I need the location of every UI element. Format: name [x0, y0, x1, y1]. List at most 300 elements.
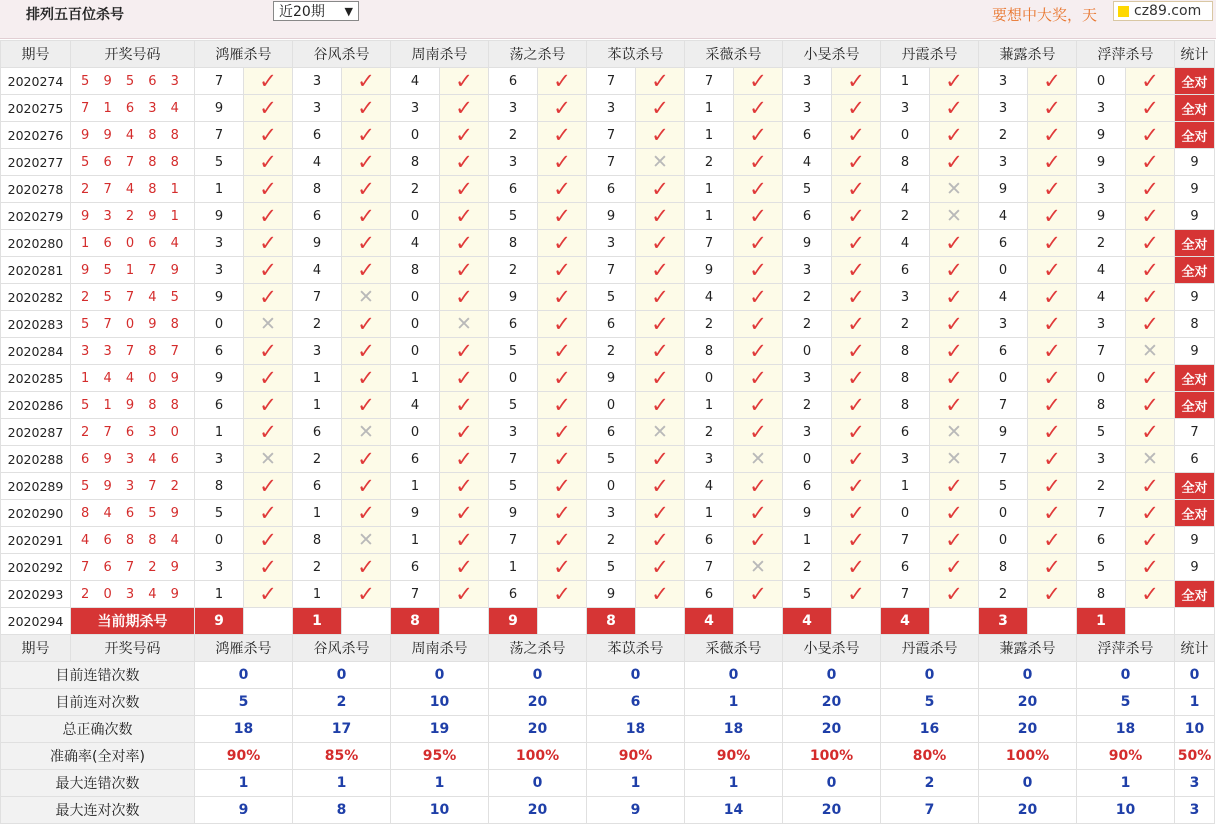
current-stat-blank	[1175, 608, 1215, 635]
summary-value: 1	[195, 770, 293, 797]
cross-icon: ✕	[244, 446, 293, 473]
check-icon: ✓	[538, 473, 587, 500]
kill-number: 4	[979, 203, 1028, 230]
summary-stat: 1	[1175, 689, 1215, 716]
kill-number: 3	[979, 95, 1028, 122]
summary-stat: 3	[1175, 797, 1215, 824]
summary-row	[1, 716, 1215, 743]
kill-number: 1	[881, 68, 930, 95]
table-row	[1, 554, 1215, 581]
summary-value: 18	[685, 716, 783, 743]
kill-number: 1	[783, 527, 832, 554]
kill-number: 5	[489, 203, 538, 230]
draw-numbers: 8 4 6 5 9	[71, 500, 195, 527]
check-icon: ✓	[1126, 365, 1175, 392]
check-icon: ✓	[244, 392, 293, 419]
kill-number: 1	[881, 473, 930, 500]
check-icon: ✓	[832, 365, 881, 392]
check-icon: ✓	[1126, 284, 1175, 311]
kill-number: 0	[979, 365, 1028, 392]
summary-label: 总正确次数	[1, 716, 195, 743]
current-kill-number: 8	[587, 608, 636, 635]
kill-number: 3	[685, 446, 734, 473]
check-icon: ✓	[832, 500, 881, 527]
kill-number: 7	[489, 446, 538, 473]
check-icon: ✓	[734, 284, 783, 311]
summary-value: 90%	[587, 743, 685, 770]
summary-value: 95%	[391, 743, 489, 770]
summary-value: 80%	[881, 743, 979, 770]
kill-number: 9	[1077, 122, 1126, 149]
check-icon: ✓	[244, 149, 293, 176]
draw-numbers: 2 7 6 3 0	[71, 419, 195, 446]
check-icon: ✓	[244, 284, 293, 311]
check-icon: ✓	[734, 122, 783, 149]
check-icon: ✓	[1028, 581, 1077, 608]
current-kill-blank	[244, 608, 293, 635]
summary-value: 6	[587, 689, 685, 716]
summary-value: 9	[195, 797, 293, 824]
check-icon: ✓	[1028, 311, 1077, 338]
kill-number: 2	[783, 284, 832, 311]
check-icon: ✓	[636, 338, 685, 365]
kill-number: 7	[587, 68, 636, 95]
draw-numbers: 5 7 0 9 8	[71, 311, 195, 338]
check-icon: ✓	[538, 419, 587, 446]
check-icon: ✓	[734, 149, 783, 176]
kill-number: 7	[685, 554, 734, 581]
summary-label: 目前连对次数	[1, 689, 195, 716]
check-icon: ✓	[440, 500, 489, 527]
summary-value: 1	[391, 770, 489, 797]
kill-number: 1	[685, 176, 734, 203]
check-icon: ✓	[636, 473, 685, 500]
check-icon: ✓	[440, 392, 489, 419]
kill-number: 0	[1077, 68, 1126, 95]
kill-number: 7	[685, 230, 734, 257]
kill-number: 3	[489, 419, 538, 446]
header-issue: 期号	[1, 41, 71, 68]
check-icon: ✓	[734, 257, 783, 284]
check-icon: ✓	[538, 257, 587, 284]
table-row	[1, 149, 1215, 176]
kill-number: 6	[881, 554, 930, 581]
draw-numbers: 6 9 3 4 6	[71, 446, 195, 473]
check-icon: ✓	[832, 392, 881, 419]
kill-number: 1	[293, 365, 342, 392]
header-expert: 谷风杀号	[293, 41, 391, 68]
kill-number: 1	[391, 365, 440, 392]
check-icon: ✓	[930, 311, 979, 338]
check-icon: ✓	[1028, 68, 1077, 95]
table-row	[1, 419, 1215, 446]
check-icon: ✓	[832, 554, 881, 581]
kill-number: 5	[489, 473, 538, 500]
summary-value: 0	[391, 662, 489, 689]
kill-number: 2	[489, 257, 538, 284]
issue-number: 2020290	[1, 500, 71, 527]
kill-number: 2	[587, 527, 636, 554]
summary-value: 0	[881, 662, 979, 689]
issue-number: 2020280	[1, 230, 71, 257]
current-issue: 2020294	[1, 608, 71, 635]
check-icon: ✓	[930, 500, 979, 527]
logo-square-icon	[1118, 6, 1129, 17]
table-row	[1, 527, 1215, 554]
current-kill-blank	[1028, 608, 1077, 635]
stat-value: 9	[1175, 338, 1215, 365]
table-row	[1, 257, 1215, 284]
check-icon: ✓	[440, 122, 489, 149]
stat-value: 9	[1175, 554, 1215, 581]
stat-value: 6	[1175, 446, 1215, 473]
kill-number: 4	[685, 473, 734, 500]
kill-number: 3	[979, 149, 1028, 176]
current-kill-number: 9	[489, 608, 538, 635]
summary-value: 8	[293, 797, 391, 824]
draw-numbers: 9 3 2 9 1	[71, 203, 195, 230]
check-icon: ✓	[538, 500, 587, 527]
header-expert: 蒹露杀号	[979, 635, 1077, 662]
summary-row	[1, 743, 1215, 770]
check-icon: ✓	[1028, 527, 1077, 554]
kill-number: 1	[685, 122, 734, 149]
check-icon: ✓	[734, 392, 783, 419]
summary-value: 0	[489, 770, 587, 797]
cross-icon: ✕	[440, 311, 489, 338]
check-icon: ✓	[1028, 446, 1077, 473]
table-row	[1, 230, 1215, 257]
summary-row	[1, 797, 1215, 824]
kill-number: 2	[391, 176, 440, 203]
kill-number: 1	[391, 473, 440, 500]
kill-number: 8	[1077, 581, 1126, 608]
check-icon: ✓	[636, 581, 685, 608]
check-icon: ✓	[538, 149, 587, 176]
kill-number: 9	[489, 500, 538, 527]
kill-number: 6	[587, 176, 636, 203]
kill-number: 3	[293, 68, 342, 95]
stat-value: 8	[1175, 311, 1215, 338]
kill-number: 7	[881, 581, 930, 608]
issue-number: 2020286	[1, 392, 71, 419]
table-row	[1, 176, 1215, 203]
check-icon: ✓	[538, 203, 587, 230]
check-icon: ✓	[244, 257, 293, 284]
kill-number: 5	[1077, 419, 1126, 446]
kill-number: 0	[391, 203, 440, 230]
kill-number: 0	[979, 527, 1028, 554]
summary-value: 10	[391, 689, 489, 716]
kill-number: 0	[391, 311, 440, 338]
cross-icon: ✕	[636, 419, 685, 446]
kill-number: 6	[685, 581, 734, 608]
period-select[interactable]	[273, 1, 359, 21]
kill-number: 6	[979, 338, 1028, 365]
kill-number: 9	[587, 365, 636, 392]
check-icon: ✓	[244, 338, 293, 365]
summary-row	[1, 662, 1215, 689]
summary-value: 2	[293, 689, 391, 716]
check-icon: ✓	[734, 419, 783, 446]
header-stat: 统计	[1175, 635, 1215, 662]
check-icon: ✓	[1028, 284, 1077, 311]
table-row	[1, 392, 1215, 419]
header-expert: 采薇杀号	[685, 41, 783, 68]
summary-value: 0	[979, 770, 1077, 797]
kill-number: 2	[685, 419, 734, 446]
table-header	[1, 41, 1215, 68]
header-issue: 期号	[1, 635, 71, 662]
draw-numbers: 7 1 6 3 4	[71, 95, 195, 122]
kill-number: 2	[685, 311, 734, 338]
kill-number: 3	[783, 419, 832, 446]
summary-value: 0	[783, 770, 881, 797]
issue-number: 2020283	[1, 311, 71, 338]
check-icon: ✓	[832, 68, 881, 95]
kill-number: 6	[881, 257, 930, 284]
kill-number: 6	[979, 230, 1028, 257]
check-icon: ✓	[342, 122, 391, 149]
summary-value: 0	[195, 662, 293, 689]
check-icon: ✓	[538, 122, 587, 149]
check-icon: ✓	[342, 68, 391, 95]
table-row	[1, 473, 1215, 500]
kill-number: 9	[979, 176, 1028, 203]
kill-number: 0	[391, 338, 440, 365]
issue-number: 2020291	[1, 527, 71, 554]
check-icon: ✓	[930, 122, 979, 149]
kill-number: 1	[195, 419, 244, 446]
kill-number: 6	[587, 311, 636, 338]
kill-number: 4	[881, 176, 930, 203]
check-icon: ✓	[734, 581, 783, 608]
current-kill-number: 8	[391, 608, 440, 635]
kill-number-table	[0, 40, 1215, 824]
check-icon: ✓	[636, 365, 685, 392]
issue-number: 2020274	[1, 68, 71, 95]
summary-value: 0	[587, 662, 685, 689]
draw-numbers: 2 0 3 4 9	[71, 581, 195, 608]
kill-number: 2	[881, 203, 930, 230]
check-icon: ✓	[342, 365, 391, 392]
check-icon: ✓	[244, 419, 293, 446]
check-icon: ✓	[832, 149, 881, 176]
chevron-down-icon: ▼	[344, 5, 353, 18]
issue-number: 2020287	[1, 419, 71, 446]
check-icon: ✓	[930, 527, 979, 554]
kill-number: 2	[1077, 230, 1126, 257]
kill-number: 6	[783, 473, 832, 500]
issue-number: 2020292	[1, 554, 71, 581]
kill-number: 6	[195, 392, 244, 419]
check-icon: ✓	[244, 527, 293, 554]
summary-value: 2	[881, 770, 979, 797]
kill-number: 2	[685, 149, 734, 176]
kill-number: 2	[979, 581, 1028, 608]
check-icon: ✓	[440, 365, 489, 392]
kill-number: 6	[783, 203, 832, 230]
kill-number: 4	[783, 149, 832, 176]
stat-value: 7	[1175, 419, 1215, 446]
table-row	[1, 581, 1215, 608]
issue-number: 2020275	[1, 95, 71, 122]
draw-numbers: 5 6 7 8 8	[71, 149, 195, 176]
kill-number: 8	[881, 149, 930, 176]
check-icon: ✓	[342, 473, 391, 500]
summary-header	[1, 635, 1215, 662]
check-icon: ✓	[1028, 365, 1077, 392]
current-kill-blank	[1126, 608, 1175, 635]
kill-number: 6	[489, 176, 538, 203]
check-icon: ✓	[1028, 230, 1077, 257]
header-expert: 苯苡杀号	[587, 41, 685, 68]
summary-value: 14	[685, 797, 783, 824]
check-icon: ✓	[244, 500, 293, 527]
kill-number: 3	[195, 446, 244, 473]
check-icon: ✓	[342, 203, 391, 230]
kill-number: 6	[685, 527, 734, 554]
draw-numbers: 1 6 0 6 4	[71, 230, 195, 257]
stat-value: 全对	[1175, 122, 1215, 149]
kill-number: 8	[881, 365, 930, 392]
check-icon: ✓	[342, 311, 391, 338]
cross-icon: ✕	[1126, 338, 1175, 365]
check-icon: ✓	[832, 122, 881, 149]
kill-number: 3	[195, 230, 244, 257]
kill-number: 0	[587, 392, 636, 419]
kill-number: 3	[1077, 176, 1126, 203]
check-icon: ✓	[734, 176, 783, 203]
check-icon: ✓	[832, 203, 881, 230]
check-icon: ✓	[244, 230, 293, 257]
summary-value: 7	[881, 797, 979, 824]
kill-number: 3	[783, 68, 832, 95]
header-expert: 丹霞杀号	[881, 635, 979, 662]
kill-number: 4	[881, 230, 930, 257]
check-icon: ✓	[342, 500, 391, 527]
check-icon: ✓	[244, 365, 293, 392]
summary-value: 20	[489, 689, 587, 716]
cross-icon: ✕	[734, 446, 783, 473]
kill-number: 5	[587, 446, 636, 473]
summary-label: 准确率(全对率)	[1, 743, 195, 770]
check-icon: ✓	[1028, 203, 1077, 230]
kill-number: 6	[293, 419, 342, 446]
header-expert: 鸿雁杀号	[195, 41, 293, 68]
summary-value: 18	[1077, 716, 1175, 743]
check-icon: ✓	[734, 68, 783, 95]
kill-number: 5	[587, 554, 636, 581]
current-kill-blank	[636, 608, 685, 635]
kill-number: 4	[1077, 257, 1126, 284]
current-kill-number: 4	[881, 608, 930, 635]
stat-value: 全对	[1175, 581, 1215, 608]
table-row	[1, 95, 1215, 122]
check-icon: ✓	[1028, 338, 1077, 365]
promo-text[interactable]: 要想中大奖，天	[992, 6, 1098, 24]
kill-number: 9	[587, 203, 636, 230]
check-icon: ✓	[440, 284, 489, 311]
check-icon: ✓	[1028, 176, 1077, 203]
check-icon: ✓	[440, 554, 489, 581]
stat-value: 9	[1175, 203, 1215, 230]
check-icon: ✓	[1028, 257, 1077, 284]
kill-number: 0	[195, 527, 244, 554]
cross-icon: ✕	[244, 311, 293, 338]
check-icon: ✓	[636, 230, 685, 257]
check-icon: ✓	[930, 230, 979, 257]
cross-icon: ✕	[1126, 446, 1175, 473]
header-expert: 采薇杀号	[685, 635, 783, 662]
issue-number: 2020282	[1, 284, 71, 311]
check-icon: ✓	[538, 68, 587, 95]
check-icon: ✓	[244, 581, 293, 608]
kill-number: 7	[391, 581, 440, 608]
check-icon: ✓	[538, 95, 587, 122]
header-expert: 浮萍杀号	[1077, 635, 1175, 662]
draw-numbers: 7 6 7 2 9	[71, 554, 195, 581]
kill-number: 7	[587, 122, 636, 149]
kill-number: 9	[391, 500, 440, 527]
summary-value: 0	[1077, 662, 1175, 689]
kill-number: 8	[685, 338, 734, 365]
kill-number: 9	[783, 230, 832, 257]
summary-value: 85%	[293, 743, 391, 770]
header-expert: 荡之杀号	[489, 41, 587, 68]
check-icon: ✓	[440, 473, 489, 500]
table-row	[1, 122, 1215, 149]
check-icon: ✓	[342, 392, 391, 419]
kill-number: 4	[1077, 284, 1126, 311]
check-icon: ✓	[440, 149, 489, 176]
kill-number: 9	[685, 257, 734, 284]
check-icon: ✓	[930, 581, 979, 608]
summary-value: 20	[979, 689, 1077, 716]
draw-numbers: 9 9 4 8 8	[71, 122, 195, 149]
kill-number: 6	[587, 419, 636, 446]
check-icon: ✓	[440, 419, 489, 446]
check-icon: ✓	[1126, 149, 1175, 176]
draw-numbers: 2 5 7 4 5	[71, 284, 195, 311]
summary-value: 20	[783, 716, 881, 743]
table-row	[1, 311, 1215, 338]
summary-value: 0	[783, 662, 881, 689]
summary-value: 0	[293, 662, 391, 689]
issue-number: 2020278	[1, 176, 71, 203]
kill-number: 0	[979, 257, 1028, 284]
kill-number: 3	[979, 68, 1028, 95]
check-icon: ✓	[440, 176, 489, 203]
kill-number: 1	[489, 554, 538, 581]
kill-number: 5	[783, 581, 832, 608]
summary-value: 100%	[979, 743, 1077, 770]
kill-number: 3	[783, 95, 832, 122]
site-logo[interactable]	[1113, 1, 1213, 21]
check-icon: ✓	[832, 284, 881, 311]
check-icon: ✓	[636, 257, 685, 284]
header-draw: 开奖号码	[71, 41, 195, 68]
check-icon: ✓	[734, 500, 783, 527]
issue-number: 2020288	[1, 446, 71, 473]
check-icon: ✓	[1126, 392, 1175, 419]
current-kill-label: 当前期杀号	[71, 608, 195, 635]
stat-value: 9	[1175, 149, 1215, 176]
current-kill-row	[1, 608, 1215, 635]
current-kill-blank	[342, 608, 391, 635]
table-row	[1, 338, 1215, 365]
check-icon: ✓	[636, 176, 685, 203]
